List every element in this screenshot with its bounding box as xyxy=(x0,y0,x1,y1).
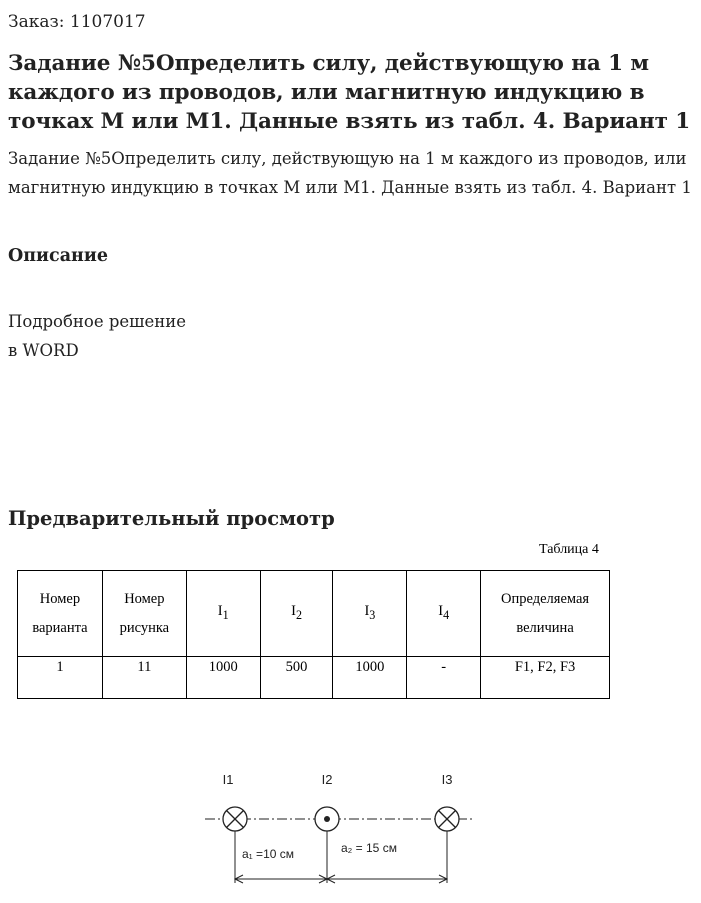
table-cell: F1, F2, F3 xyxy=(481,657,610,699)
table-row xyxy=(18,657,610,699)
header-line: величина xyxy=(516,619,574,636)
header-symbol: I xyxy=(364,603,370,620)
header-subscript: 3 xyxy=(369,607,376,622)
dimension-a1-label: a₁ =10 см xyxy=(242,847,294,861)
header-i1 xyxy=(186,571,260,657)
table-cell: 1 xyxy=(18,657,103,699)
table-cell: 1000 xyxy=(333,657,407,699)
task-text: Задание №5Определить силу, действующую на 1 м каждого из проводов, или магнитную индукцию в точках М или М1. Данные взять из табл. 4. Вариант 1 xyxy=(8,149,692,197)
wire-2-dot-icon xyxy=(315,807,339,831)
header-symbol: I xyxy=(217,603,223,620)
wire-label-i1: I1 xyxy=(222,772,234,787)
description-line: в WORD xyxy=(8,340,79,360)
header-line: Определяемая xyxy=(501,590,590,607)
order-number: Заказ: 1107017 xyxy=(8,12,146,32)
table-header-row xyxy=(18,571,610,657)
description-heading: Описание xyxy=(8,246,108,266)
wire-diagram xyxy=(0,760,701,903)
header-i2 xyxy=(260,571,333,657)
table-cell: 500 xyxy=(260,657,333,699)
description-line: Подробное решение xyxy=(8,312,187,331)
header-i3 xyxy=(333,571,407,657)
preview-heading: Предварительный просмотр xyxy=(8,507,335,530)
header-line: рисунка xyxy=(119,619,170,636)
header-symbol: I xyxy=(291,603,296,620)
header-line: Номер xyxy=(124,590,165,607)
header-line: варианта xyxy=(32,619,88,636)
wire-3-cross-icon xyxy=(435,807,459,831)
header-line: Номер xyxy=(39,590,81,607)
header-i4 xyxy=(407,571,481,657)
header-figure-number xyxy=(102,571,186,657)
dimension-a1 xyxy=(235,875,327,883)
header-subscript: 4 xyxy=(443,607,450,622)
wire-label-i2: I2 xyxy=(321,772,333,787)
variant-table xyxy=(17,570,610,699)
table-caption: Таблица 4 xyxy=(539,542,599,557)
dimension-a2-label: a₂ = 15 см xyxy=(341,841,397,855)
wire-label-i3: I3 xyxy=(441,772,453,787)
wire-1-cross-icon xyxy=(223,807,247,831)
table-cell: - xyxy=(407,657,481,699)
header-symbol: I xyxy=(438,603,444,620)
description-body xyxy=(8,308,186,365)
task-title: Задание №5Определить силу, действующую на 1 м каждого из проводов, или магнитную индукцию в точках М или М1. Данные взять из табл. 4. Вариант 1 xyxy=(8,51,691,134)
table-cell: 11 xyxy=(102,657,186,699)
header-variant-number xyxy=(18,571,103,657)
dimension-a2 xyxy=(327,875,447,883)
header-subscript: 2 xyxy=(295,607,302,622)
header-quantity xyxy=(481,571,610,657)
header-subscript: 1 xyxy=(222,607,229,622)
table-cell: 1000 xyxy=(186,657,260,699)
